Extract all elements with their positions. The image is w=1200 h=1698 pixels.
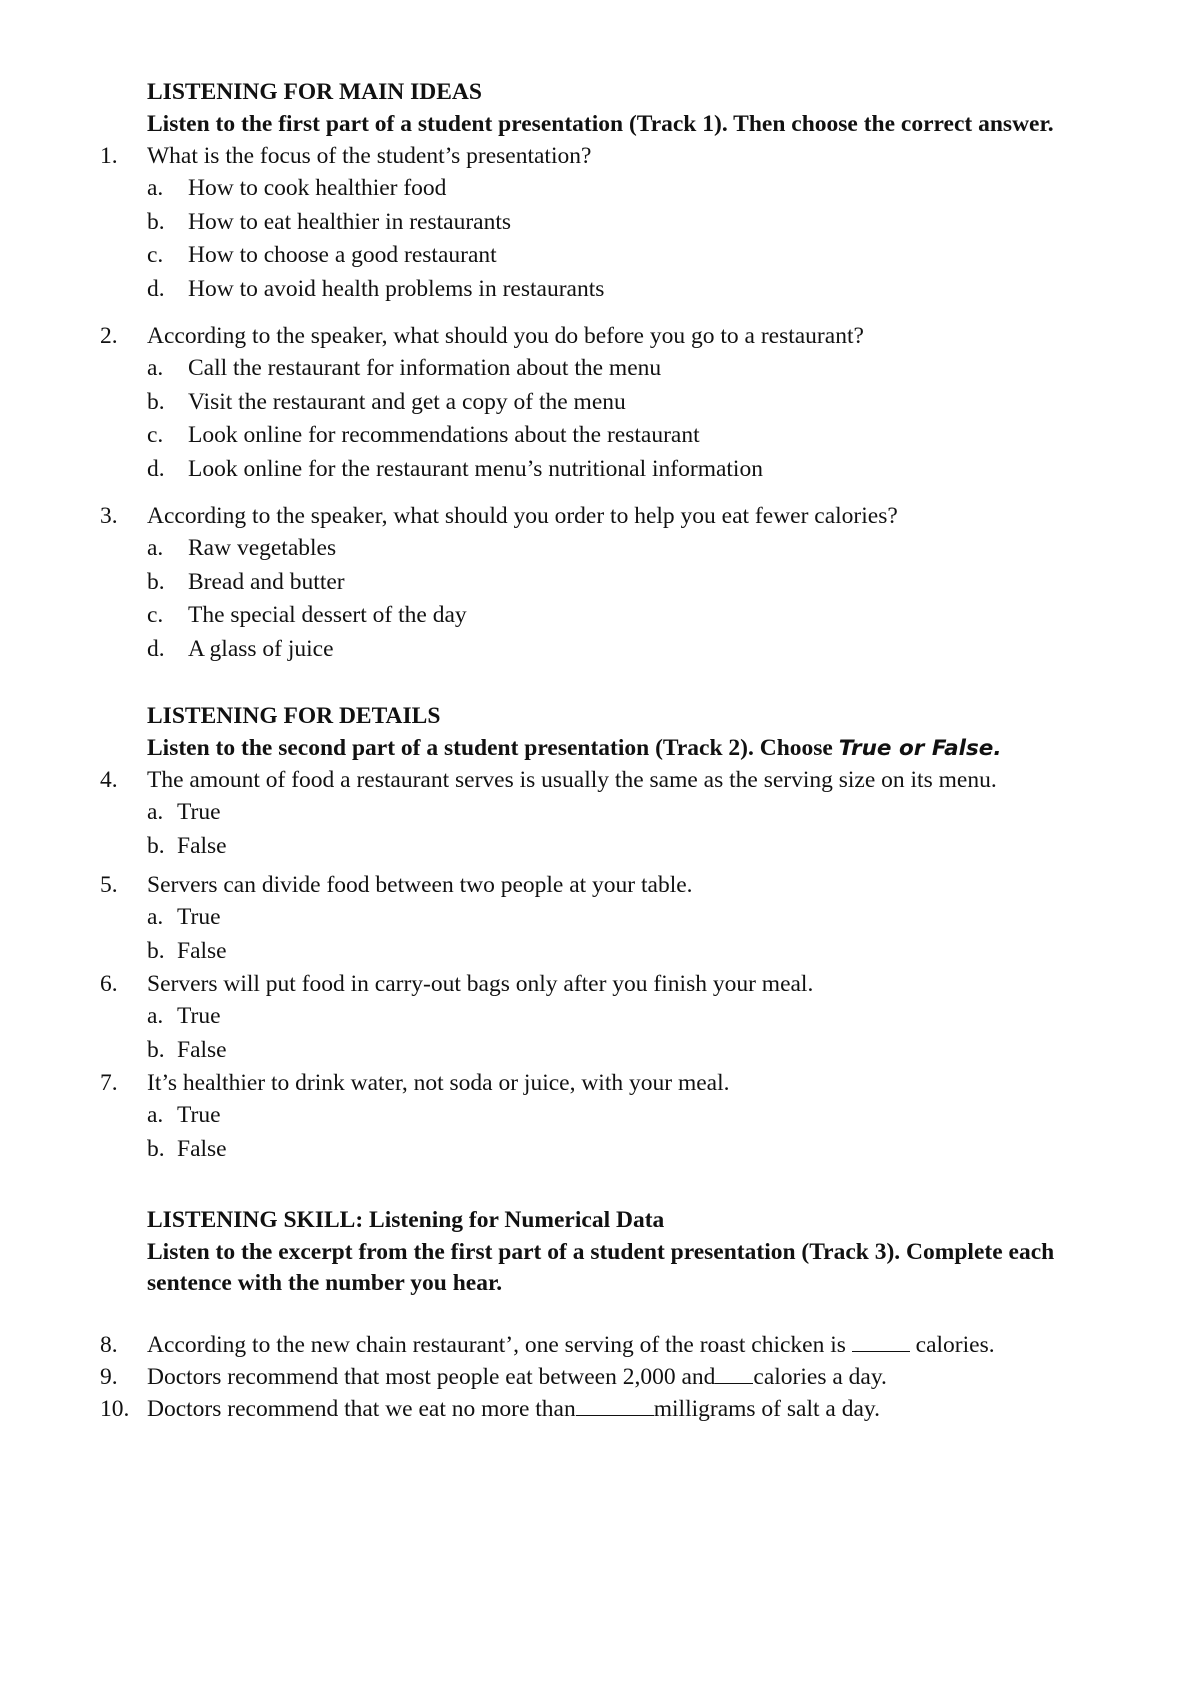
- question-text: The amount of food a restaurant serves is usually the same as the serving size on its menu.: [147, 767, 997, 793]
- question-10: [100, 1393, 1110, 1425]
- question-5-options: [147, 901, 1110, 968]
- question-text: Doctors recommend that most people eat between 2,000 and calories a day.: [147, 1364, 887, 1390]
- option-3d: d. A glass of juice: [147, 635, 334, 662]
- question-number: 10.: [100, 1396, 130, 1422]
- question-7: [100, 1067, 1110, 1099]
- question-4: [100, 764, 1110, 796]
- question-8: [100, 1329, 1110, 1361]
- section-instruction-main-ideas: Listen to the first part of a student presentation (Track 1). Then choose the correct answer.: [147, 111, 1054, 137]
- option-2b: b. Visit the restaurant and get a copy of the menu: [147, 388, 626, 415]
- option-6b: b. False: [147, 1036, 227, 1063]
- section-instruction-numerical: Listen to the excerpt from the first part of a student presentation (Track 3). Complete each sentence with the number you hear.: [147, 1239, 1055, 1296]
- answer-blank[interactable]: [852, 1350, 910, 1352]
- question-2-options: [147, 352, 1110, 486]
- option-4b: b. False: [147, 832, 227, 859]
- question-6: [100, 968, 1110, 1000]
- question-number: 4.: [100, 767, 118, 793]
- option-1d: d. How to avoid health problems in restaurants: [147, 275, 605, 302]
- section-heading-numerical: LISTENING SKILL: Listening for Numerical Data: [147, 1207, 665, 1233]
- question-number: 3.: [100, 503, 118, 529]
- option-2a: a. Call the restaurant for information about the menu: [147, 355, 662, 381]
- question-text: According to the speaker, what should you order to help you eat fewer calories?: [147, 503, 898, 529]
- document-body: [100, 76, 1110, 1425]
- section-instruction-details: Listen to the second part of a student presentation (Track 2). Choose True or False.: [147, 735, 1002, 761]
- section-heading-details: LISTENING FOR DETAILS: [147, 703, 441, 729]
- question-number: 7.: [100, 1070, 118, 1096]
- option-6a: a. True: [147, 1003, 221, 1029]
- option-3b: b. Bread and butter: [147, 568, 345, 595]
- question-4-options: [147, 796, 1110, 863]
- question-number: 2.: [100, 323, 118, 349]
- question-6-options: [147, 1000, 1110, 1067]
- option-1c: c. How to choose a good restaurant: [147, 242, 497, 268]
- option-7b: b. False: [147, 1135, 227, 1162]
- section-heading-main-ideas: LISTENING FOR MAIN IDEAS: [147, 79, 482, 105]
- question-number: 9.: [100, 1364, 118, 1390]
- question-number: 6.: [100, 971, 118, 997]
- question-number: 5.: [100, 872, 118, 898]
- question-1-options: [147, 172, 1110, 306]
- question-number: 8.: [100, 1332, 118, 1358]
- question-text: Servers can divide food between two people at your table.: [147, 872, 693, 898]
- question-3: [100, 500, 1110, 532]
- question-text: What is the focus of the student’s presentation?: [147, 143, 592, 169]
- option-4a: a. True: [147, 799, 221, 825]
- option-2d: d. Look online for the restaurant menu’s nutritional information: [147, 455, 763, 482]
- question-5: [100, 869, 1110, 901]
- option-3a: a. Raw vegetables: [147, 535, 337, 561]
- option-7a: a. True: [147, 1102, 221, 1128]
- question-text: According to the speaker, what should you do before you go to a restaurant?: [147, 323, 864, 349]
- question-text: Servers will put food in carry-out bags only after you finish your meal.: [147, 971, 814, 997]
- question-text: According to the new chain restaurant’, one serving of the roast chicken is calories.: [147, 1332, 995, 1358]
- question-1: [100, 140, 1110, 172]
- option-1b: b. How to eat healthier in restaurants: [147, 208, 512, 235]
- answer-blank[interactable]: [576, 1414, 654, 1416]
- option-5a: a. True: [147, 904, 221, 930]
- option-1a: a. How to cook healthier food: [147, 175, 447, 201]
- true-or-false-emphasis: True or False.: [838, 736, 1002, 761]
- question-text: Doctors recommend that we eat no more than milligrams of salt a day.: [147, 1396, 880, 1422]
- question-number: 1.: [100, 143, 118, 169]
- question-3-options: [147, 532, 1110, 666]
- option-2c: c. Look online for recommendations about the restaurant: [147, 422, 700, 448]
- option-5b: b. False: [147, 937, 227, 964]
- question-9: [100, 1361, 1110, 1393]
- question-text: It’s healthier to drink water, not soda or juice, with your meal.: [147, 1070, 730, 1096]
- option-3c: c. The special dessert of the day: [147, 602, 467, 628]
- question-2: [100, 320, 1110, 352]
- answer-blank[interactable]: [715, 1382, 753, 1384]
- question-7-options: [147, 1099, 1110, 1166]
